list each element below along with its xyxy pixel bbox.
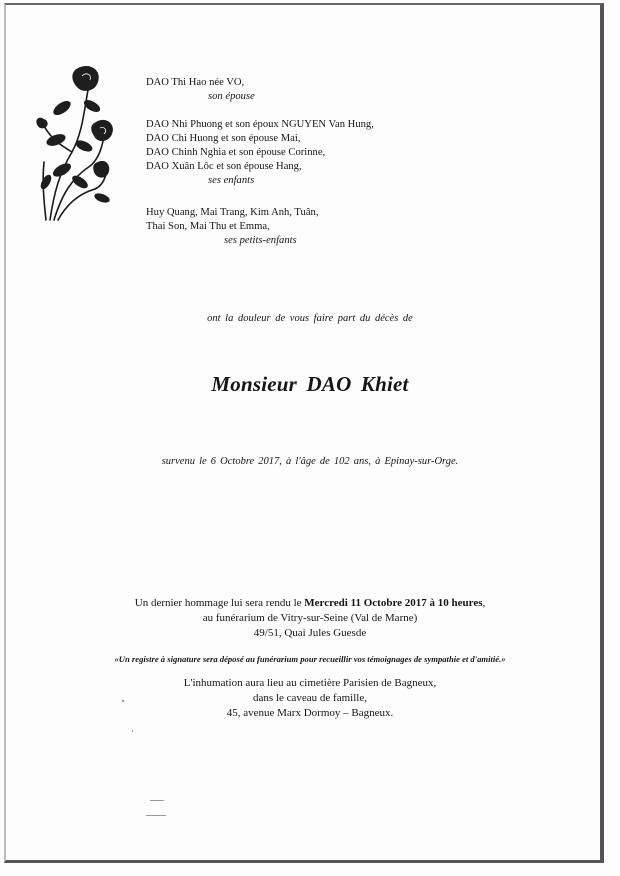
burial-address: 45, avenue Marx Dormoy – Bagneux. xyxy=(226,707,394,719)
scan-speck xyxy=(132,730,133,732)
burial-line-2: dans le caveau de famille, xyxy=(253,692,367,704)
grandchildren-line: Thai Son, Mai Thu et Emma, xyxy=(146,221,270,232)
ceremony-block xyxy=(0,596,620,641)
burial-line-1: L'inhumation aura lieu au cimetière Parisien de Bagneux, xyxy=(183,677,437,689)
scan-speck xyxy=(146,815,166,816)
family-block-spouse xyxy=(146,76,255,104)
ceremony-address: 49/51, Quai Jules Guesde xyxy=(253,627,367,639)
child-line: DAO Nhi Phuong et son époux NGUYEN Van Hung, xyxy=(146,119,374,130)
ceremony-intro-text: Un dernier hommage lui sera rendu le xyxy=(134,597,305,609)
child-line: DAO Xuân Lôc et son épouse Hang, xyxy=(146,161,302,172)
announcement-intro: ont la douleur de vous faire part du décès de xyxy=(207,313,413,324)
ceremony-venue: au funérarium de Vitry-sur-Seine (Val de Marne) xyxy=(202,612,418,624)
burial-block xyxy=(0,676,620,721)
registry-note: «Un registre à signature sera déposé au funérarium pour recueillir vos témoignages de sympathie et d'amitié.» xyxy=(114,654,506,664)
family-block-grandchildren xyxy=(146,206,318,248)
scan-speck xyxy=(122,700,124,702)
spouse-role: son épouse xyxy=(208,91,255,102)
ceremony-line-1 xyxy=(0,596,620,611)
spouse-name: DAO Thi Hao née VO, xyxy=(146,77,245,88)
ceremony-date: Mercredi 11 Octobre 2017 à 10 heures xyxy=(304,597,483,609)
children-role: ses enfants xyxy=(208,175,255,186)
scan-speck xyxy=(150,800,164,801)
child-line: DAO Chinh Nghia et son épouse Corinne, xyxy=(146,147,326,158)
child-line: DAO Chi Huong et son épouse Mai, xyxy=(146,133,301,144)
death-info: survenu le 6 Octobre 2017, à l'âge de 102 ans, à Epinay-sur-Orge. xyxy=(161,456,459,467)
rose-illustration xyxy=(32,62,124,224)
grandchildren-role: ses petits-enfants xyxy=(224,235,297,246)
ceremony-comma: , xyxy=(482,597,486,609)
family-block-children xyxy=(146,118,374,188)
grandchildren-line: Huy Quang, Mai Trang, Kim Anh, Tuân, xyxy=(146,207,319,218)
deceased-name: Monsieur DAO Khiet xyxy=(211,372,409,396)
